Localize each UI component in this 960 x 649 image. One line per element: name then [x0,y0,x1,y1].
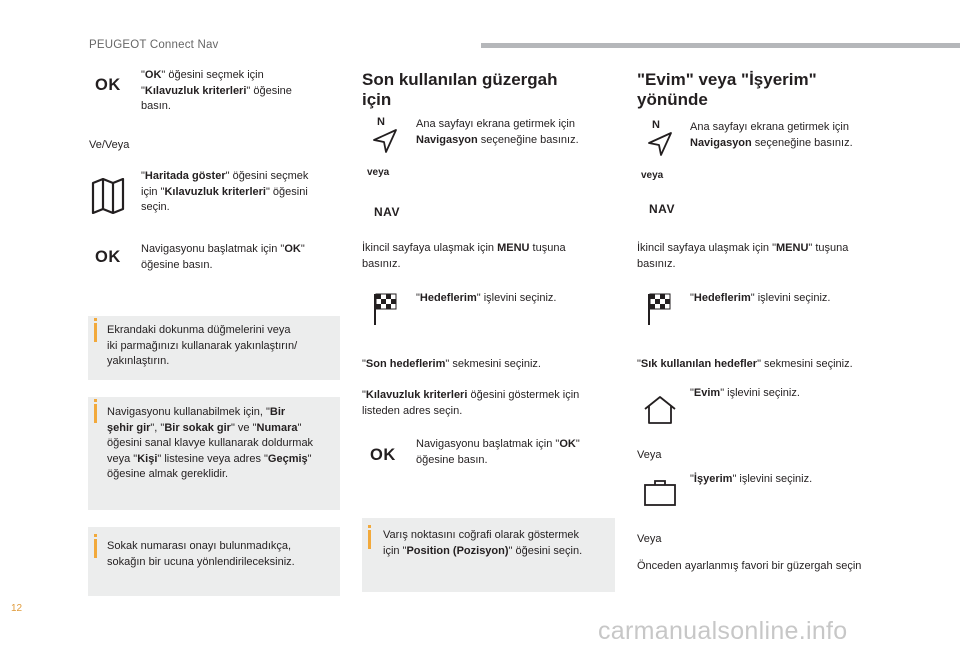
info-note-street [88,527,340,596]
favourites-tab-text: "Sık kullanılan hedefler" sekmesini seçiniz. [637,358,853,370]
map-icon [91,178,125,214]
or-label: veya [367,167,390,178]
watermark: carmanualsonline.info [598,617,848,645]
info-icon [94,323,97,342]
info-note-position [362,518,615,592]
open-home-page-text: Ana sayfayı ekrana getirmek için Navigasyon seçeneğine basınız. [690,121,853,149]
secondary-page-text: İkincil sayfaya ulaşmak için "MENU" tuşuna basınız. [637,242,849,270]
checkered-flag-icon [646,292,672,326]
navigation-icon: N [370,116,402,154]
info-note-entry [88,397,340,510]
nav-button-icon: NAV [649,202,675,216]
open-home-page-text: Ana sayfayı ekrana getirmek için Navigasyon seçeneğine basınız. [416,118,579,146]
start-navigation-text: Navigasyonu başlatmak için "OK" öğesine basın. [141,243,305,271]
running-header: PEUGEOT Connect Nav [89,39,219,51]
ok-guidance-text: "OK" öğesini seçmek için "Kılavuzluk kriterleri" öğesine basın. [141,69,292,112]
my-destinations-text: "Hedeflerim" işlevini seçiniz. [416,292,557,304]
header-rule [481,43,960,48]
recent-tab-text: "Son hedeflerim" sekmesini seçiniz. [362,358,541,370]
show-on-map-text: "Haritada göster" öğesini seçmek için "Kılavuzluk kriterleri" öğesini seçin. [141,170,309,213]
home-text: "Evim" işlevini seçiniz. [690,387,800,399]
ok-button-icon: OK [95,76,121,94]
section-title-recent-route: Son kullanılan güzergah için [362,70,558,109]
secondary-page-text: İkincil sayfaya ulaşmak için MENU tuşuna basınız. [362,242,566,270]
guidance-criteria-text: "Kılavuzluk kriterleri öğesini göstermek için listeden adres seçin. [362,389,580,417]
arrow-icon [645,131,675,157]
favourite-route-text: Önceden ayarlanmış favori bir güzergah seçin [637,560,862,572]
ok-button-icon: OK [370,446,396,464]
info-icon [94,404,97,423]
info-icon [94,539,97,558]
or-label: Veya [637,449,662,461]
briefcase-icon [643,479,677,507]
nav-button-icon: NAV [374,205,400,219]
note-text: Navigasyonu kullanabilmek için, "Bir şehir gir", "Bir sokak gir" ve "Numara" öğesini sanal klavye kullanarak doldurmak veya "Kişi" listesine veya adres "Geçmiş" öğesine almak gereklidir. [107,406,314,480]
or-label: veya [641,170,664,181]
note-text: Ekrandaki dokunma düğmelerini veya iki parmağınızı kullanarak yakınlaştırın/ yakınlaştırın. [107,324,298,367]
note-text: Sokak numarası onayı bulunmadıkça, sokağın bir ucuna yönlendirileceksiniz. [107,540,295,568]
page-number: 12 [11,603,23,614]
home-icon [643,395,677,425]
info-icon [368,530,371,549]
start-navigation-text: Navigasyonu başlatmak için "OK" öğesine basın. [416,438,580,466]
info-note-zoom [88,316,340,380]
note-text: Varış noktasını coğrafi olarak göstermek için "Position (Pozisyon)" öğesini seçin. [383,529,583,557]
checkered-flag-icon [372,292,398,326]
section-title-home-work: "Evim" veya "İşyerim" yönünde [637,70,817,109]
and-or-label: Ve/Veya [89,139,130,151]
my-destinations-text: "Hedeflerim" işlevini seçiniz. [690,292,831,304]
or-label: Veya [637,533,662,545]
ok-button-icon: OK [95,248,121,266]
arrow-icon [370,128,400,154]
navigation-icon: N [645,119,677,157]
work-text: "İşyerim" işlevini seçiniz. [690,473,813,485]
